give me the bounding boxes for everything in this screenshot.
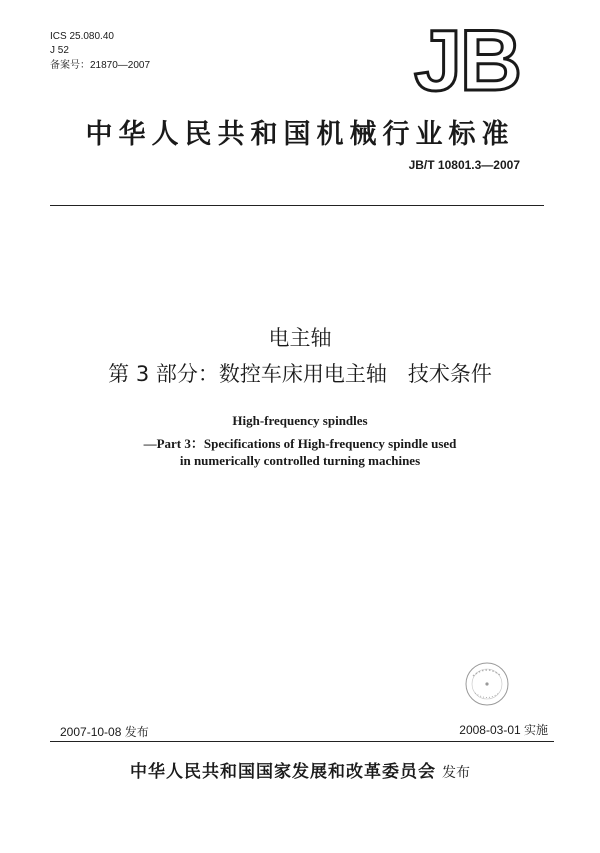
official-seal-icon [463, 660, 511, 708]
issuer-suffix: 发布 [442, 765, 470, 781]
english-title-line-1: High-frequency spindles [232, 413, 368, 428]
jb-logo-text: JB [414, 20, 520, 102]
publish-date: 2007-10-08 发布 [60, 725, 149, 739]
issuing-authority [0, 757, 600, 782]
standard-category-title: 中华人民共和国机械行业标准 [85, 119, 515, 150]
footer-divider [50, 741, 554, 742]
record-number: 备案号：21870—2007 [50, 60, 151, 71]
main-title-line-1: 电主轴 [268, 326, 332, 350]
header-divider [50, 205, 544, 206]
ics-code: ICS 25.080.40 [50, 31, 114, 42]
english-title-line-3: in numerically controlled turning machines [179, 453, 421, 468]
issuer-name: 中华人民共和国国家发展和改革委员会 [130, 762, 436, 782]
jb-logo [408, 20, 526, 102]
english-title-line-2: —Part 3：Specifications of High-frequency spindle used [143, 436, 457, 451]
classification-code: J 52 [50, 45, 69, 56]
effective-date: 2008-03-01 实施 [459, 723, 548, 737]
standard-number: JB/T 10801.3—2007 [408, 158, 520, 172]
main-title-line-2: 第 3 部分：数控车床用电主轴 技术条件 [108, 362, 492, 386]
